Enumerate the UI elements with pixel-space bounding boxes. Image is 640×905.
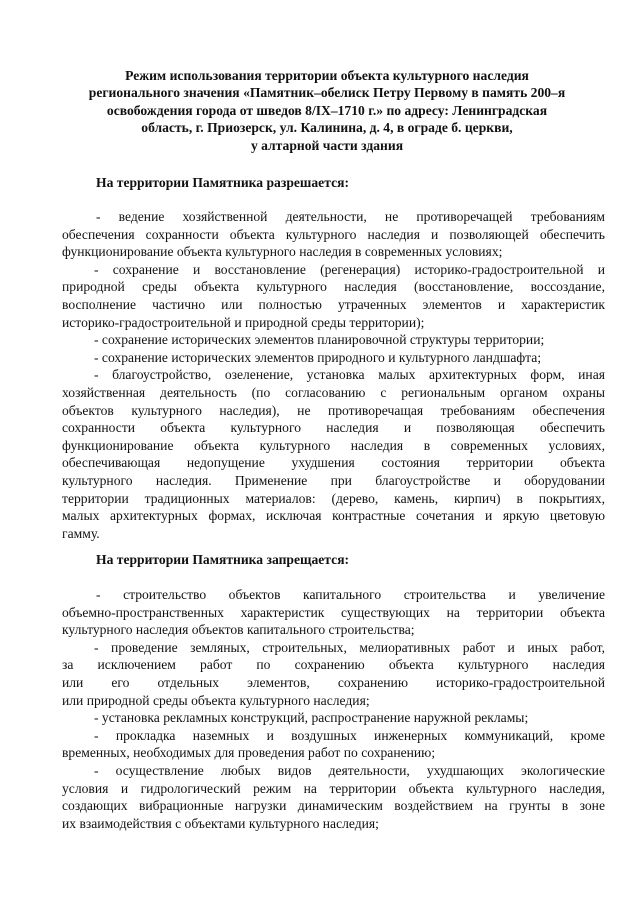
text-line: сохранности объекта культурного наследия и позволяющая обеспечить: [62, 420, 605, 436]
text-line: - прокладка наземных и воздушных инженерных коммуникаций, кроме: [94, 727, 605, 743]
forbidden-section-body: [62, 586, 605, 832]
title-line: Режим использования территории объекта культурного наследия: [125, 68, 529, 83]
text-line: - сохранение исторических элементов планировочной структуры территории;: [94, 332, 545, 348]
text-line: природной среды объекта культурного наследия (восстановление, воссоздание,: [62, 279, 605, 295]
text-line: культурного наследия. Применение при благоустройстве и оборудовании: [62, 472, 605, 488]
text-line: объектов культурного наследия), не противоречащая требованиям обеспечения: [62, 402, 605, 418]
text-line: - строительство объектов капитального строительства и увеличение: [96, 587, 605, 602]
text-line: - проведение земляных, строительных, мелиоративных работ и иных работ,: [94, 639, 605, 655]
text-line: обеспечивающая недопущение ухудшения состояния территории объекта: [62, 455, 605, 471]
text-line: или его отдельных элементов, сохранению историко-градостроительной: [62, 674, 605, 690]
allowed-section-heading: На территории Памятника разрешается:: [96, 175, 349, 190]
text-line: их взаимодействия с объектами культурного наследия;: [62, 815, 379, 831]
text-line: создающих вибрационные нагрузки динамическим воздействием на грунты в зоне: [62, 798, 605, 814]
text-line: функционирование объекта культурного наследия в современных условиях;: [62, 244, 503, 260]
title-line: регионального значения «Памятник–обелиск Петру Первому в память 200–я: [88, 85, 566, 101]
text-line: историко-градостроительной и природной среды территории);: [62, 314, 425, 330]
text-line: хозяйственная деятельность (по согласованию с региональным органом охраны: [62, 384, 605, 400]
text-line: - благоустройство, озеленение, установка малых архитектурных форм, иная: [94, 367, 605, 383]
text-line: за исключением работ по сохранению объекта культурного наследия: [62, 657, 605, 673]
text-line: временных, необходимых для проведения работ по сохранению;: [62, 745, 436, 761]
forbidden-section-heading: На территории Памятника запрещается:: [96, 552, 350, 567]
text-line: - ведение хозяйственной деятельности, не противоречащей требованиям: [96, 209, 605, 224]
title-line: освобождения города от шведов 8/IX–1710 г.» по адресу: Ленинградская: [106, 102, 548, 118]
text-line: восполнение частично или полностью утраченных элементов и характеристик: [62, 296, 605, 312]
text-line: функционирование объекта культурного наследия в современных условиях,: [62, 437, 605, 453]
title-line: у алтарной части здания: [250, 137, 404, 153]
text-line: культурного наследия объектов капитального строительства;: [62, 622, 415, 638]
text-line: - сохранение и восстановление (регенерация) историко-градостроительной и: [94, 261, 605, 277]
text-line: условия и гидрологический режим на территории объекта культурного наследия,: [62, 780, 605, 796]
document-title: [62, 67, 592, 154]
text-line: или природной среды объекта культурного наследия;: [62, 692, 370, 708]
text-line: малых архитектурных формах, исключая контрастные сочетания и яркую цветовую: [62, 508, 605, 524]
title-line: область, г. Приозерск, ул. Калинина, д. 4, в ограде б. церкви,: [141, 120, 513, 136]
allowed-section-body: [62, 208, 605, 542]
text-line: - сохранение исторических элементов природного и культурного ландшафта;: [94, 349, 542, 365]
text-line: - установка рекламных конструкций, распространение наружной рекламы;: [94, 710, 529, 726]
text-line: объемно-пространственных характеристик существующих на территории объекта: [62, 604, 605, 620]
text-line: обеспечения сохранности объекта культурного наследия и позволяющей обеспечить: [62, 226, 605, 242]
text-line: территории традиционных материалов: (дерево, камень, кирпич) в покрытиях,: [62, 490, 605, 506]
text-line: гамму.: [62, 525, 100, 541]
text-line: - осуществление любых видов деятельности, ухудшающих экологические: [94, 762, 605, 778]
